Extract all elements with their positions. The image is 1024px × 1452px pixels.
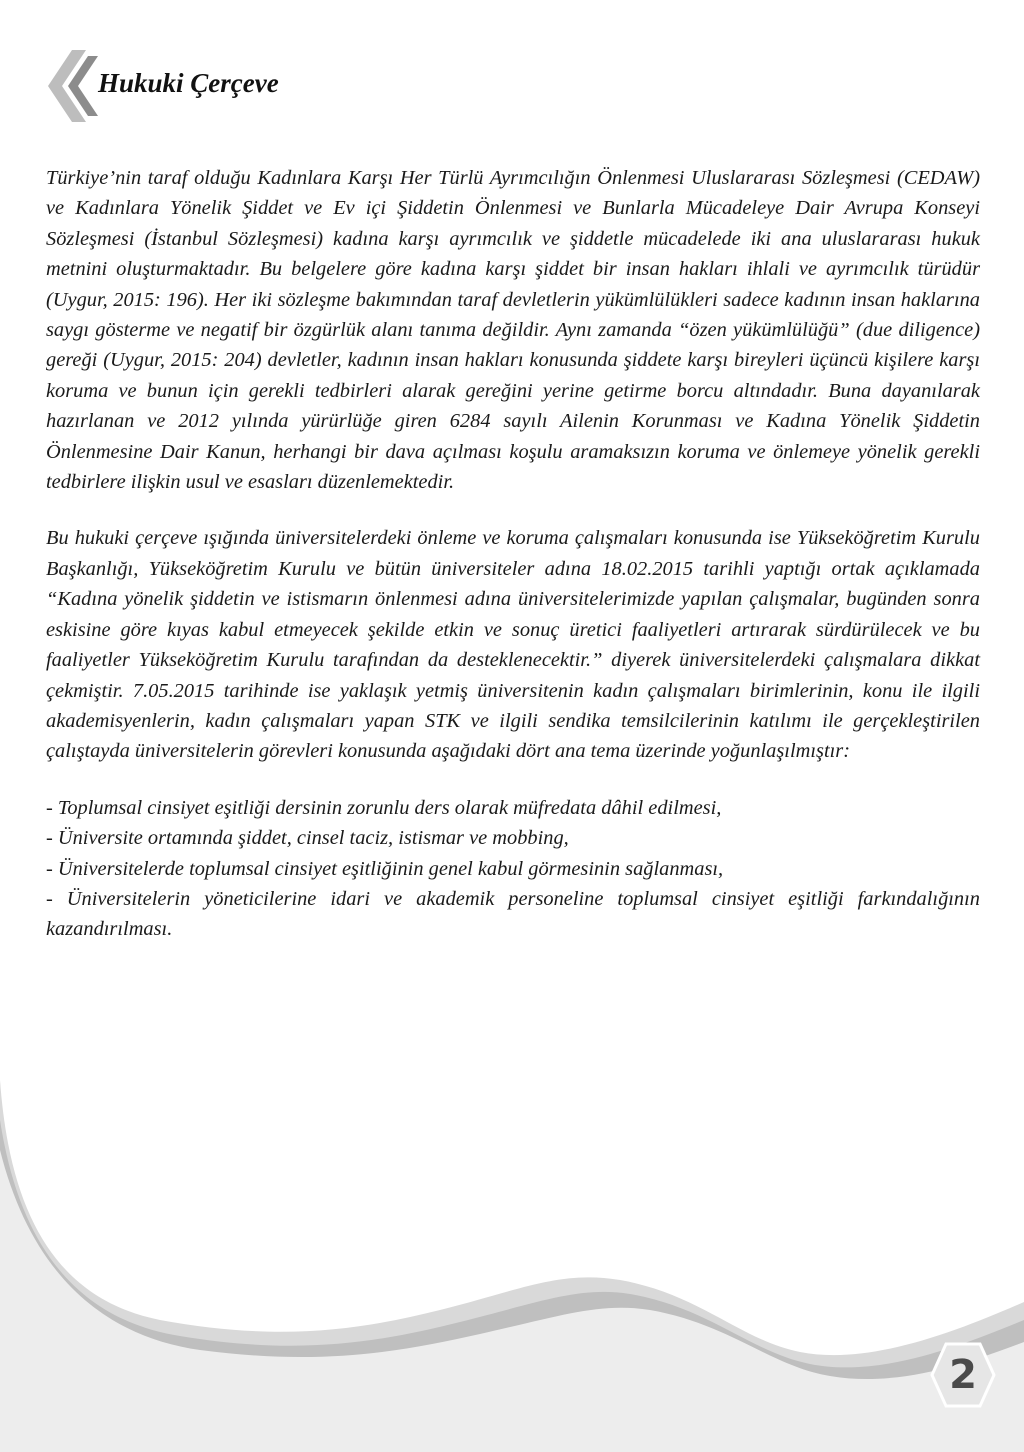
list-item: - Üniversitelerde toplumsal cinsiyet eşitliğinin genel kabul görmesinin sağlanması, xyxy=(46,857,724,880)
list-item: - Üniversitelerin yöneticilerine idari ve akademik personeline toplumsal cinsiyet eşitliği farkındalığının kazandırılması. xyxy=(46,887,980,941)
footer-wave-decoration xyxy=(0,1080,1024,1452)
list-item: - Üniversite ortamında şiddet, cinsel taciz, istismar ve mobbing, xyxy=(46,827,569,850)
paragraph-university-measures: Bu hukuki çerçeve ışığında üniversitelerdeki önleme ve koruma çalışmaları konusunda ise Yükseköğretim Kurulu Başkanlığı, Yükseköğretim Kurulu ve bütün üniversiteler adına 18.02.2015 tarihli yaptığı ortak açıklamada “Kadına yönelik şiddetin ve istismarın önlenmesi adına üniversitelerimizde yapılan çalışmalar, bugünden sonra eskisine göre kıyas kabul etmeyecek şekilde etkin ve sonuç üretici faaliyetleri artırarak sürdürülecek ve bu faaliyetler Yükseköğretim Kurulu tarafından da desteklenecektir.” diyerek üniversitelerdeki çalışmalara dikkat çekmiştir. 7.05.2015 tarihinde ise yaklaşık yetmiş üniversitenin kadın çalışmaları birimlerinin, konu ile ilgili akademisyenlerin, kadın çalışmaları yapan STK ve ilgili sendika temsilcilerinin katılımı ile gerçekleştirilen çalıştayda üniversitelerin görevleri konusunda aşağıdaki dört ana tema üzerinde yoğunlaşılmıştır: xyxy=(46,527,980,763)
section-header xyxy=(46,46,546,126)
theme-list xyxy=(46,793,980,945)
document-body xyxy=(46,163,980,945)
section-title: Hukuki Çerçeve xyxy=(98,68,279,98)
list-item: - Toplumsal cinsiyet eşitliği dersinin zorunlu ders olarak müfredata dâhil edilmesi, xyxy=(46,796,722,819)
paragraph-legal-framework: Türkiye’nin taraf olduğu Kadınlara Karşı Her Türlü Ayrımcılığın Önlenmesi Uluslararası Sözleşmesi (CEDAW) ve Kadınlara Yönelik Şiddet ve Ev içi Şiddetin Önlenmesi ve Bunlarla Mücadeleye Dair Avrupa Konseyi Sözleşmesi (İstanbul Sözleşmesi) kadına karşı ayrımcılık ve şiddetle mücadelede iki ana uluslararası hukuk metnini oluşturmaktadır. Bu belgelere göre kadına karşı şiddet bir insan hakları ihlali ve ayrımcılık türüdür (Uygur, 2015: 196). Her iki sözleşme bakımından taraf devletlerin yükümlülükleri sadece kadının insan haklarına saygı gösterme ve negatif bir özgürlük alanı tanıma değildir. Aynı zamanda “özen yükümlülüğü” (due diligence) gereği (Uygur, 2015: 204) devletler, kadının insan hakları konusunda şiddete karşı bireyleri üçüncü kişilere karşı koruma ve bunun için gerekli tedbirleri alarak gereğini yerine getirme borcu altındadır. Buna dayanılarak hazırlanan ve 2012 yılında yürürlüğe giren 6284 sayılı Ailenin Korunması ve Kadına Yönelik Şiddetin Önlenmesine Dair Kanun, herhangi bir dava açılması koşulu aramaksızın koruma ve önlemeye yönelik gerekli tedbirlere ilişkin usul ve esasları düzenlemektedir. xyxy=(46,167,980,494)
page-number: 2 xyxy=(949,1352,977,1398)
double-chevron-left-icon xyxy=(46,46,106,126)
